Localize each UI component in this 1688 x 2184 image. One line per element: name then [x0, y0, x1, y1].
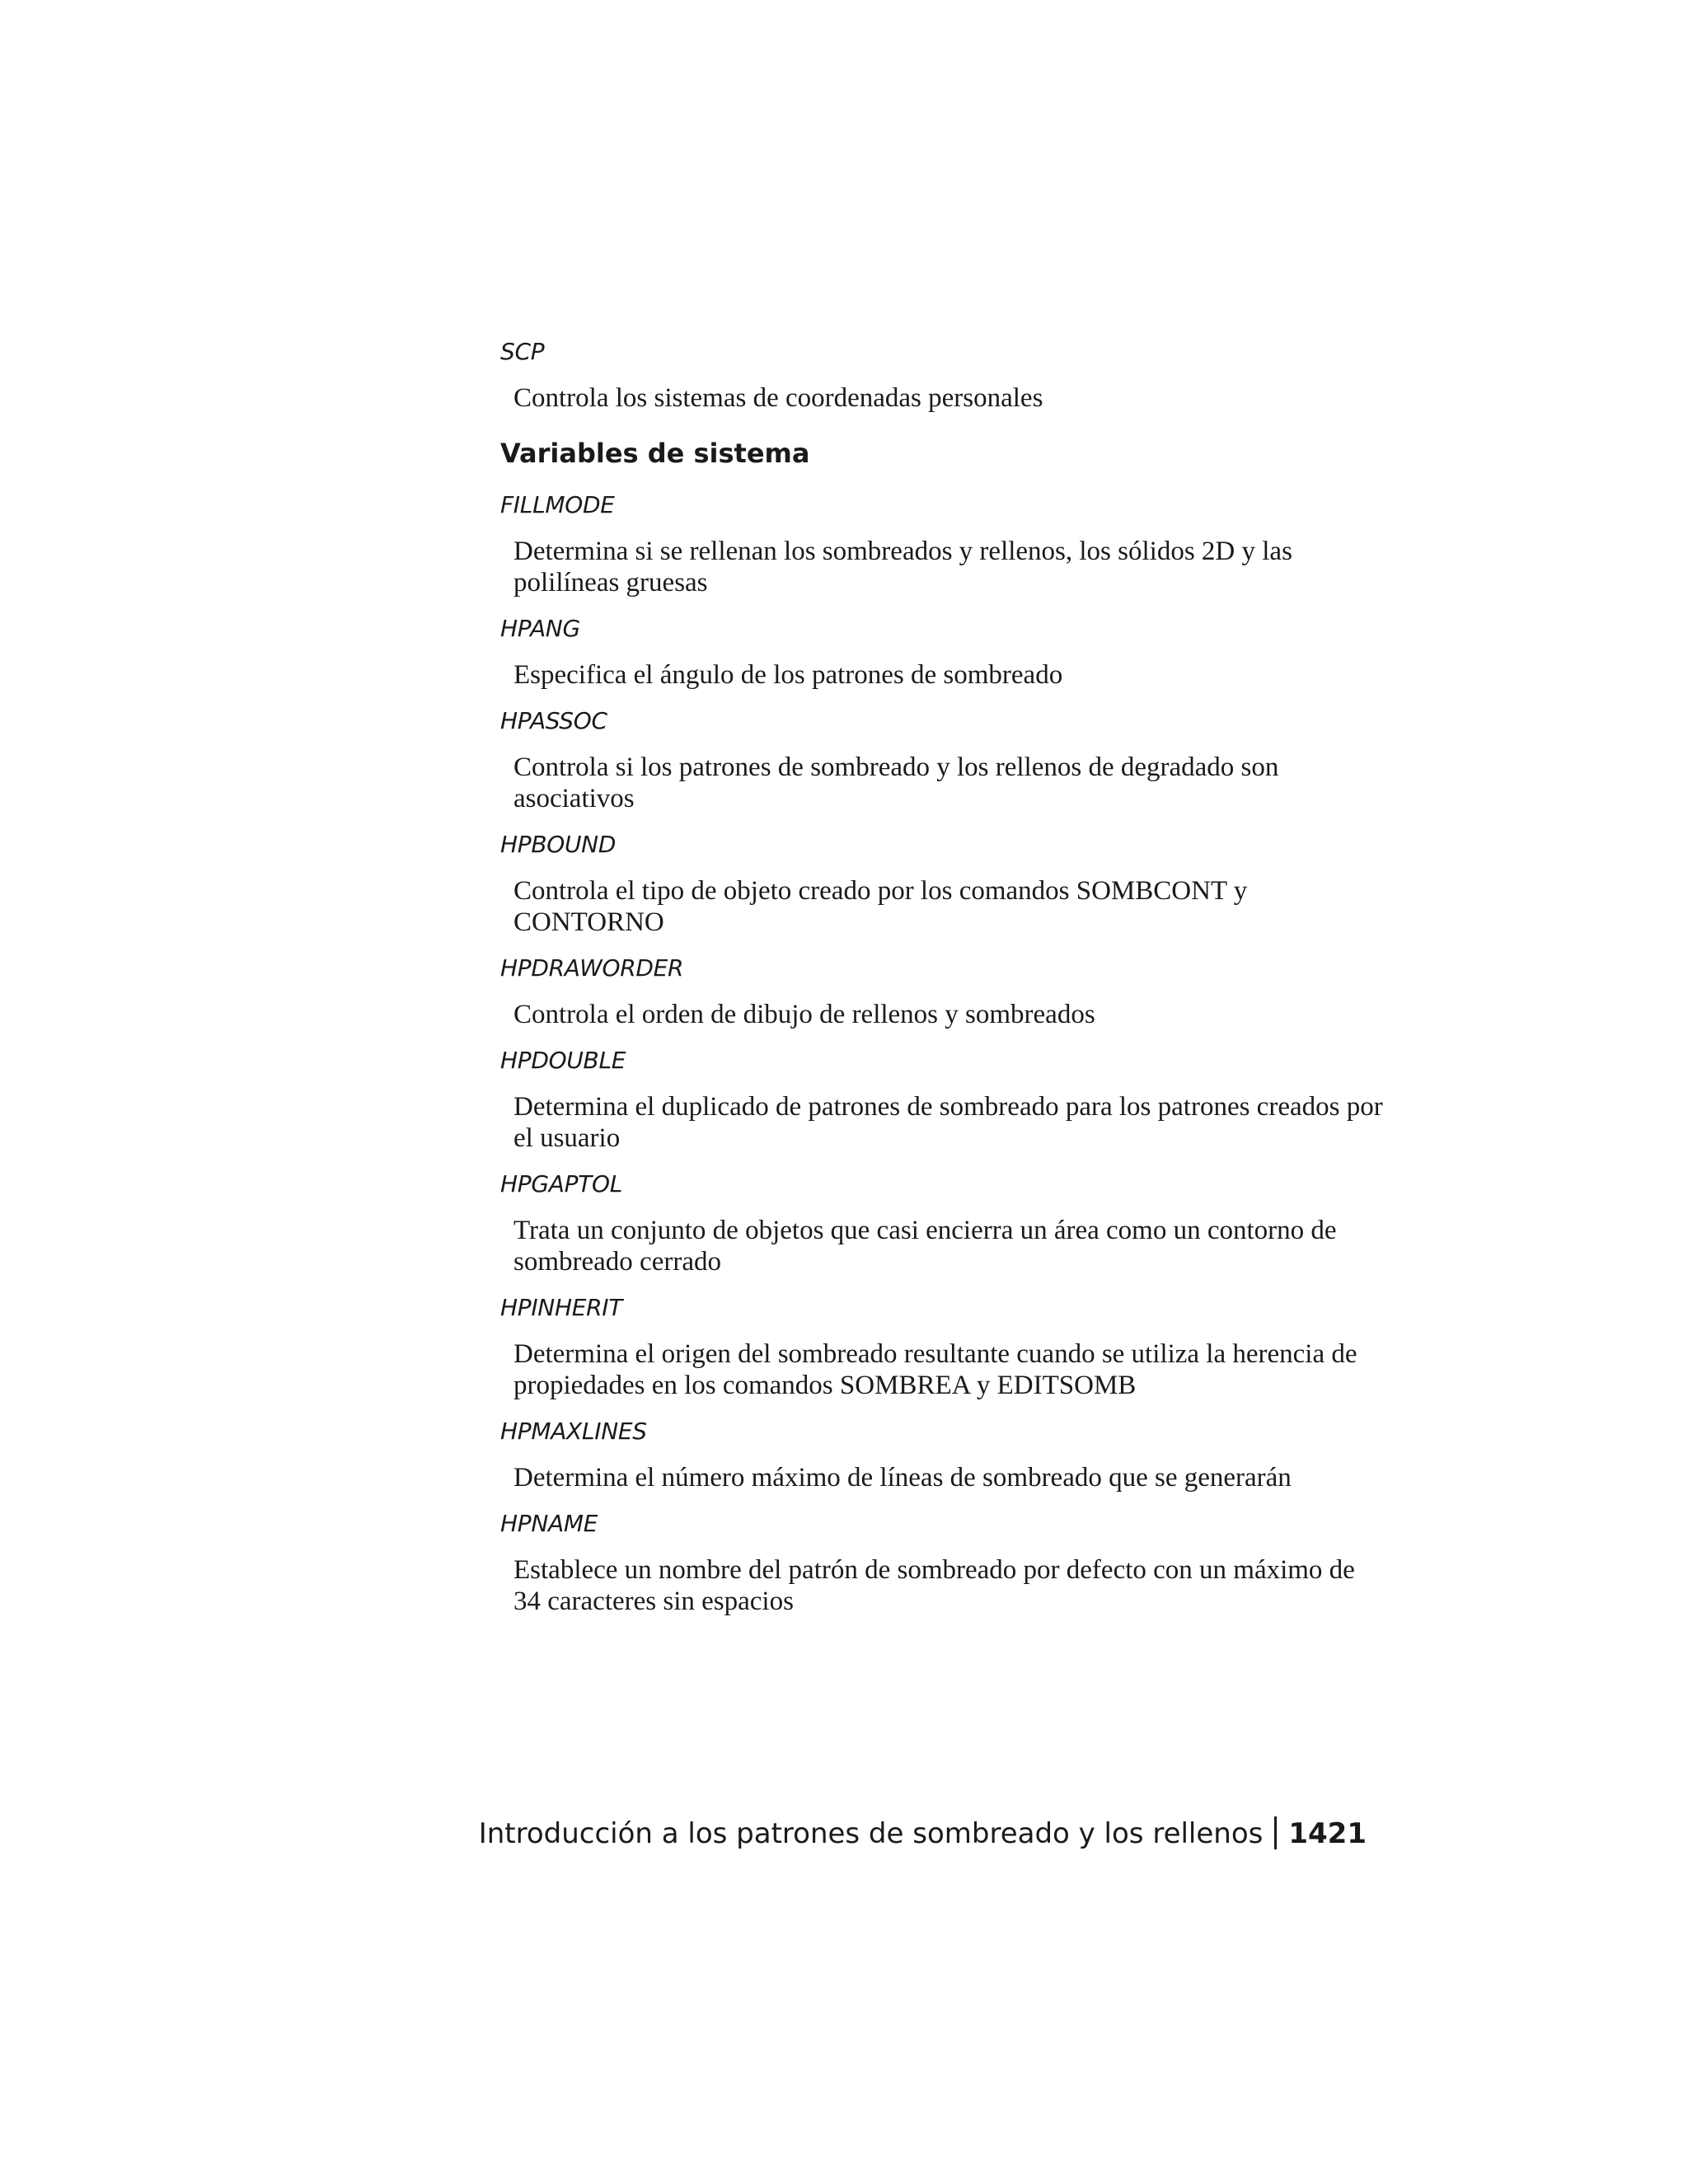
page-number: 1421 — [1288, 1817, 1367, 1850]
entry-hpbound — [500, 831, 1407, 938]
entry-hpinherit — [500, 1294, 1407, 1401]
entry-term: HPASSOC — [500, 707, 607, 734]
entry-description: Determina el número máximo de líneas de sombreado que se generarán — [513, 1463, 1292, 1493]
entry-hpassoc — [500, 707, 1407, 814]
entry-description: Trata un conjunto de objetos que casi encierra un área como un contorno de sombreado cerrado — [513, 1216, 1337, 1277]
footer-chapter-title: Introducción a los patrones de sombreado y los rellenos — [478, 1817, 1264, 1850]
entry-term: HPDRAWORDER — [500, 954, 684, 982]
entry-description: Controla si los patrones de sombreado y los rellenos de degradado son asociativos — [513, 752, 1279, 813]
section-heading: Variables de sistema — [500, 438, 810, 469]
entry-description: Determina el origen del sombreado resultante cuando se utiliza la herencia de propiedades en los comandos SOMBREA y EDITSOMB — [513, 1339, 1357, 1400]
entry-term: HPMAXLINES — [500, 1418, 647, 1445]
entry-term: HPANG — [500, 615, 580, 642]
entry-hpdraworder — [500, 954, 1407, 1030]
entry-description: Determina si se rellenan los sombreados y rellenos, los sólidos 2D y las polilíneas gruesas — [513, 537, 1292, 598]
entry-description: Controla los sistemas de coordenadas personales — [513, 383, 1043, 413]
page-footer — [479, 1816, 1367, 1852]
footer-separator — [1274, 1816, 1277, 1849]
entry-fillmode — [500, 491, 1407, 598]
entry-term: HPBOUND — [500, 831, 617, 858]
entry-term: SCP — [500, 338, 545, 365]
entry-hpgaptol — [500, 1170, 1407, 1277]
entry-list — [500, 491, 1407, 1617]
entry-term: FILLMODE — [500, 491, 615, 518]
page-content — [500, 338, 1407, 1633]
entry-term: HPDOUBLE — [500, 1047, 626, 1074]
entry-description: Establece un nombre del patrón de sombreado por defecto con un máximo de 34 caracteres sin espacios — [513, 1555, 1355, 1616]
entry-description: Controla el orden de dibujo de rellenos y sombreados — [513, 1000, 1095, 1029]
entry-description: Controla el tipo de objeto creado por los comandos SOMBCONT y CONTORNO — [513, 876, 1248, 937]
entry-term: HPGAPTOL — [500, 1170, 623, 1197]
entry-term: HPNAME — [500, 1510, 598, 1537]
entry-hpang — [500, 615, 1407, 691]
entry-hpmaxlines — [500, 1418, 1407, 1493]
entry-description: Especifica el ángulo de los patrones de sombreado — [513, 660, 1063, 690]
entry-hpdouble — [500, 1047, 1407, 1154]
entry-term: HPINHERIT — [500, 1294, 623, 1321]
entry-hpname — [500, 1510, 1407, 1617]
intro-entry — [500, 338, 1407, 414]
entry-description: Determina el duplicado de patrones de sombreado para los patrones creados por el usuario — [513, 1092, 1383, 1153]
